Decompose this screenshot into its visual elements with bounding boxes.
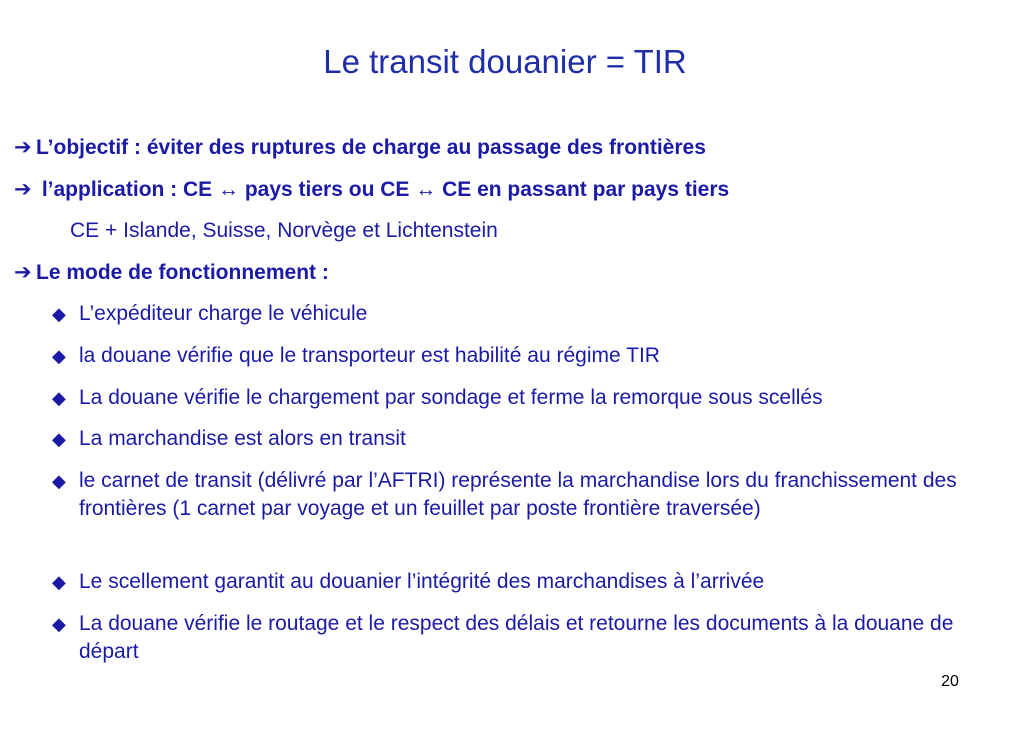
list-item-text: le carnet de transit (délivré par l’AFTRI) représente la marchandise lors du franchissement des frontières (1 carnet par voyage et un feuillet par poste frontière traversée) <box>79 469 957 520</box>
countries-line: CE + Islande, Suisse, Norvège et Lichtenstein <box>70 219 498 242</box>
list-item <box>52 342 1007 370</box>
list-item-text: la douane vérifie que le transporteur est habilité au régime TIR <box>79 344 660 367</box>
mode-text: Le mode de fonctionnement : <box>36 261 329 284</box>
diamond-bullet-icon: ◆ <box>52 429 66 449</box>
list-item-text: La marchandise est alors en transit <box>79 427 406 450</box>
list-item <box>52 300 1007 328</box>
list-item-text: L’expéditeur charge le véhicule <box>79 302 368 325</box>
list-item <box>52 568 1007 596</box>
diamond-bullet-icon: ◆ <box>52 304 66 324</box>
application-line <box>14 176 729 204</box>
diamond-bullet-icon: ◆ <box>52 471 66 491</box>
objective-text: L’objectif : éviter des ruptures de charge au passage des frontières <box>36 136 706 159</box>
diamond-bullet-icon: ◆ <box>52 614 66 634</box>
right-arrow-icon: ➔ <box>14 178 32 201</box>
list-item-text: La douane vérifie le chargement par sondage et ferme la remorque sous scellés <box>79 386 823 409</box>
list-item <box>52 425 1007 453</box>
diamond-bullet-icon: ◆ <box>52 388 66 408</box>
list-item <box>52 610 1007 666</box>
list-item-text: Le scellement garantit au douanier l’intégrité des marchandises à l’arrivée <box>79 570 765 593</box>
page-number: 20 <box>941 673 959 690</box>
objective-line <box>14 134 706 162</box>
right-arrow-icon: ➔ <box>14 136 32 159</box>
mode-line <box>14 259 329 287</box>
slide-title: Le transit douanier = TIR <box>323 43 687 80</box>
application-text: l’application : CE ↔ pays tiers ou CE ↔ CE en passant par pays tiers <box>36 178 730 201</box>
list-item <box>52 467 1007 523</box>
list-item <box>52 384 1007 412</box>
list-item-text: La douane vérifie le routage et le respect des délais et retourne les documents à la douane de départ <box>79 612 954 663</box>
diamond-bullet-icon: ◆ <box>52 346 66 366</box>
right-arrow-icon: ➔ <box>14 261 32 284</box>
diamond-bullet-icon: ◆ <box>52 572 66 592</box>
